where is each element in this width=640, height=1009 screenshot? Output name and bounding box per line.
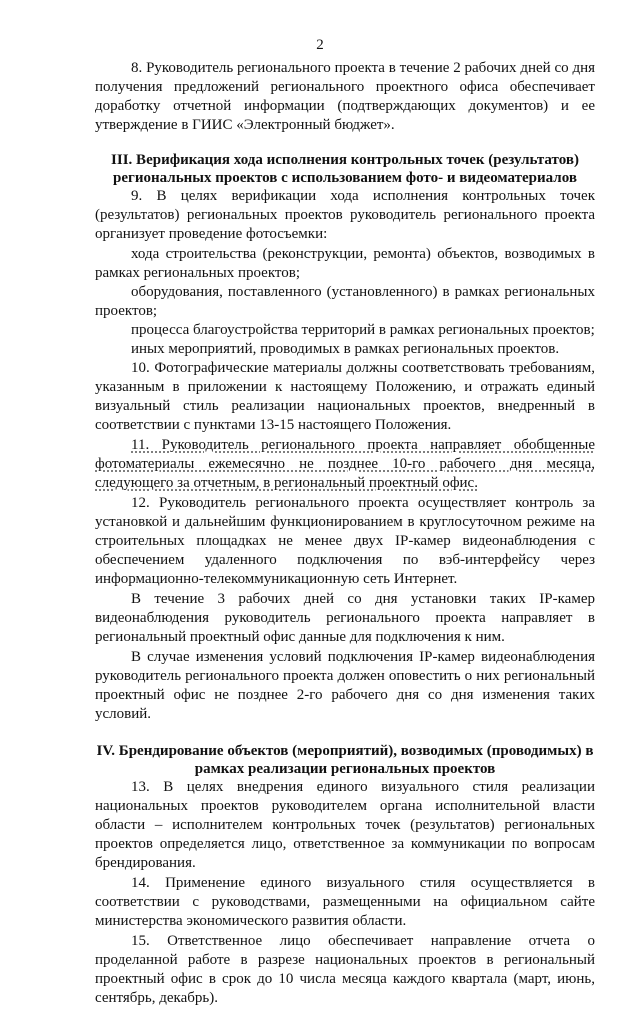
- paragraph-9: 9. В целях верификации хода исполнения контрольных точек (результатов) региональных проектов руководитель регионального проекта организует проведение фотосъемки:: [95, 188, 595, 242]
- paragraph-15: 15. Ответственное лицо обеспечивает направление отчета о проделанной работе в разрезе национальных проектов в региональный проектный офис в срок до 10 числа месяца каждого квартала (март, июнь, сентябрь, декабрь).: [95, 933, 595, 1006]
- paragraph-10: 10. Фотографические материалы должны соответствовать требованиям, указанным в приложении к настоящему Положению, и отражать единый визуальный стиль реализации национальных проектов, внедренный в соответствии с пунктами 13-15 настоящего Положения.: [95, 360, 595, 433]
- paragraph-11: 11. Руководитель регионального проекта направляет обобщенные фотоматериалы ежемесячно не позднее 10-го рабочего дня месяца, следующего за отчетным, в региональный проектный офис.: [95, 437, 595, 491]
- paragraph-14: 14. Применение единого визуального стиля осуществляется в соответствии с руководствами, размещенными на официальном сайте министерства экономического развития области.: [95, 875, 595, 929]
- section-3-heading: III. Верификация хода исполнения контрольных точек (результатов) региональных проектов с использованием фото- и видеоматериалов: [111, 152, 579, 186]
- document-body: [95, 59, 595, 1009]
- paragraph-13: 13. В целях внедрения единого визуального стиля реализации национальных проектов руководителем органа исполнительной власти области – исполнителем контрольных точек (результатов) региональных проектов определяется лицо, ответственное за коммуникации по вопросам брендирования.: [95, 779, 595, 871]
- paragraph-9-item-2: оборудования, поставленного (установленного) в рамках региональных проектов;: [95, 284, 595, 319]
- paragraph-9-item-3: процесса благоустройства территорий в рамках региональных проектов;: [131, 322, 595, 338]
- paragraph-9-item-1: хода строительства (реконструкции, ремонта) объектов, возводимых в рамках региональных проектов;: [95, 246, 595, 281]
- section-4-heading: IV. Брендирование объектов (мероприятий), возводимых (проводимых) в рамках реализации региональных проектов: [96, 743, 594, 777]
- paragraph-12-installation: В течение 3 рабочих дней со дня установки таких IP-камер видеонаблюдения руководитель регионального проекта направляет в региональный проектный офис данные для подключения к ним.: [95, 591, 595, 645]
- page-number: 2: [316, 37, 324, 53]
- paragraph-9-item-4: иных мероприятий, проводимых в рамках региональных проектов.: [131, 341, 560, 357]
- paragraph-12: 12. Руководитель регионального проекта осуществляет контроль за установкой и дальнейшим функционированием в круглосуточном режиме на строительных площадках не менее двух IP-камер видеонаблюдения с обеспечением удаленного подключения по вэб-интерфейсу через информационно-телекоммуникационную сеть Интернет.: [95, 495, 595, 587]
- paragraph-8: 8. Руководитель регионального проекта в течение 2 рабочих дней со дня получения предложений регионального проектного офиса обеспечивает доработку отчетной информации (подтверждающих документов) и ее утверждение в ГИИС «Электронный бюджет».: [95, 60, 595, 133]
- paragraph-12-change: В случае изменения условий подключения IP-камер видеонаблюдения руководитель регионального проекта должен оповестить о них региональный проектный офис не позднее 2-го рабочего дня со дня изменения таких условий.: [95, 649, 595, 722]
